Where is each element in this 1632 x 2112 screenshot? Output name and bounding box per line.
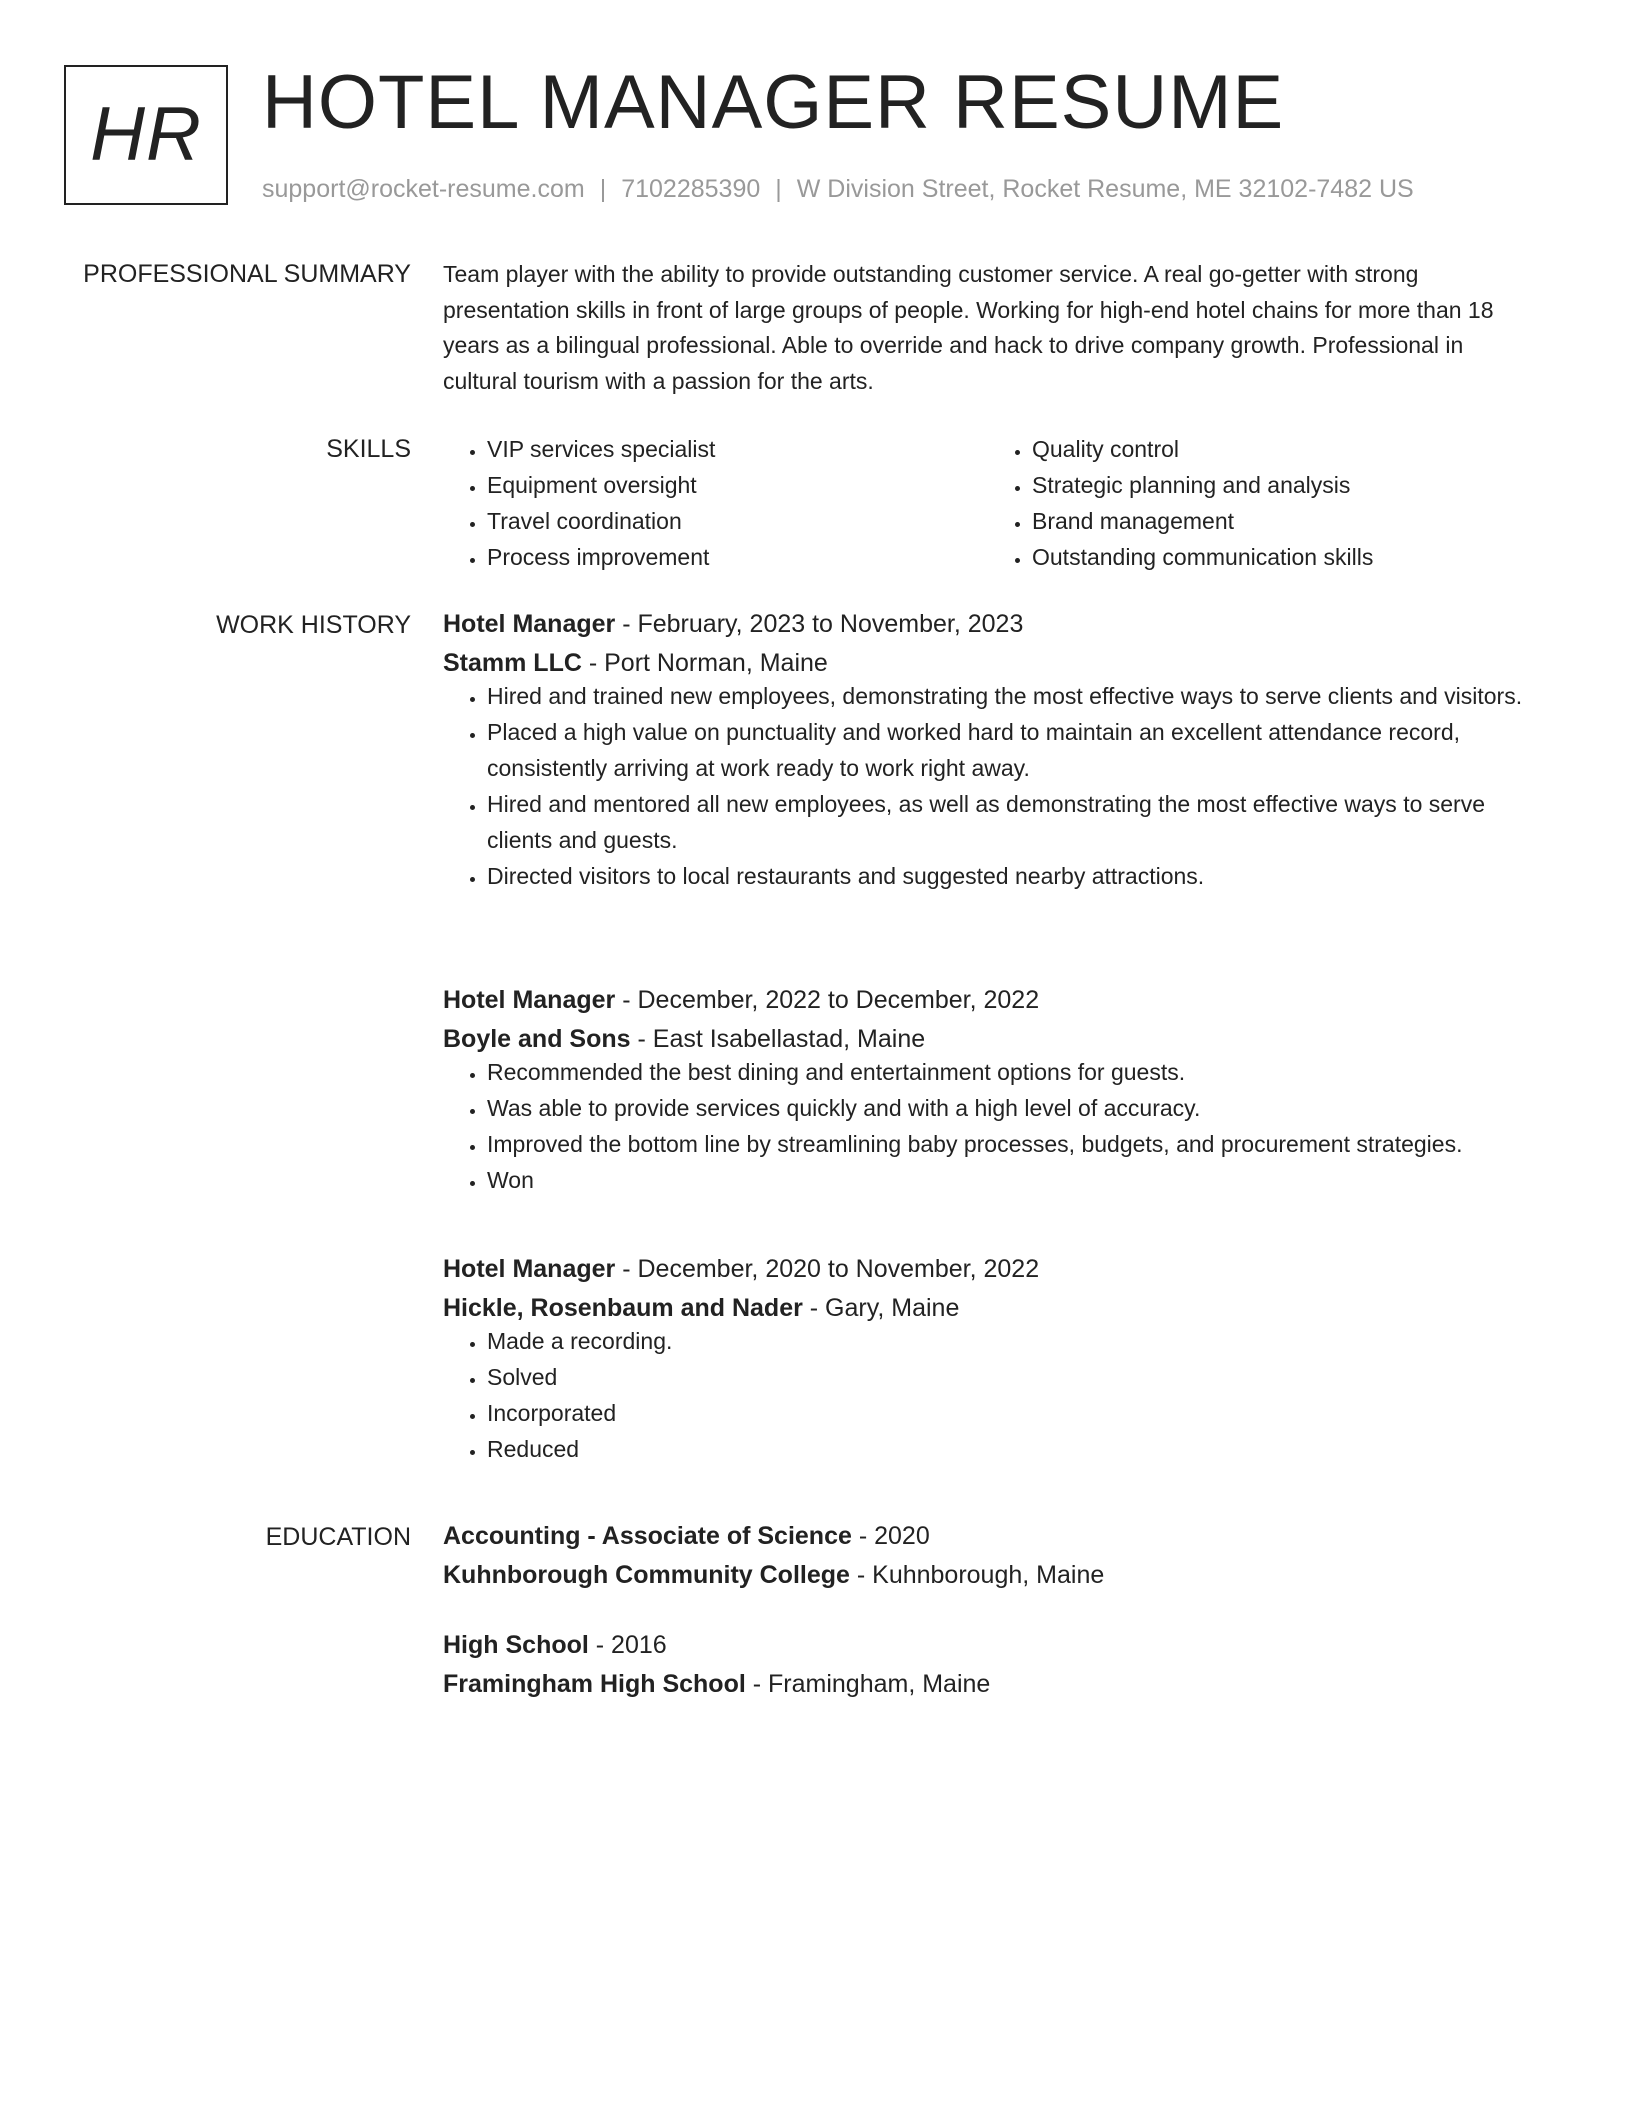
skills-column-left — [443, 431, 988, 575]
skill-item: • VIP services specialist — [487, 431, 988, 467]
job-company: Hickle, Rosenbaum and Nader — [443, 1294, 803, 1322]
resume-title: HOTEL MANAGER RESUME — [262, 60, 1285, 145]
skill-item: • Strategic planning and analysis — [1032, 467, 1543, 503]
job-bullet: • Solved — [487, 1359, 1543, 1395]
skill-item: • Brand management — [1032, 503, 1543, 539]
degree-line — [443, 1521, 1543, 1551]
contact-email: support@rocket-resume.com — [262, 175, 585, 203]
job-bullet: • Incorporated — [487, 1395, 1543, 1431]
job-dates: - December, 2022 to December, 2022 — [615, 986, 1040, 1014]
job-bullet: • Directed visitors to local restaurants and suggested nearby attractions. — [487, 858, 1543, 894]
job-company: Boyle and Sons — [443, 1025, 631, 1053]
job-bullet: • Reduced — [487, 1431, 1543, 1467]
job-company-line — [443, 648, 1543, 678]
skill-item: • Quality control — [1032, 431, 1543, 467]
graduation-year: - 2016 — [588, 1631, 667, 1659]
contact-separator: | — [775, 175, 782, 203]
job-location: - East Isabellastad, Maine — [630, 1025, 926, 1053]
job-entry — [443, 985, 1543, 1198]
school-line — [443, 1560, 1543, 1590]
degree-line — [443, 1630, 1543, 1660]
skill-item: • Equipment oversight — [487, 467, 988, 503]
job-bullet: • Recommended the best dining and entertainment options for guests. — [487, 1054, 1543, 1090]
job-dates: - February, 2023 to November, 2023 — [615, 610, 1024, 638]
summary-text: Team player with the ability to provide outstanding customer service. A real go-getter with strong presentation skills in front of large groups of people. Working for high-end hotel chains for more than 18 years as a bilingual professional. Able to override and hack to drive company growth. Professional in cultural tourism with a passion for the arts. — [443, 261, 1494, 394]
job-title-line — [443, 609, 1543, 639]
job-entry — [443, 1254, 1543, 1467]
job-bullet: • Was able to provide services quickly and with a high level of accuracy. — [487, 1090, 1543, 1126]
graduation-year: - 2020 — [851, 1522, 930, 1550]
section-label-work-history: WORK HISTORY — [216, 611, 411, 639]
job-bullets — [443, 1054, 1543, 1198]
skill-item: • Outstanding communication skills — [1032, 539, 1543, 575]
degree: Accounting - Associate of Science — [443, 1522, 852, 1550]
job-location: - Port Norman, Maine — [581, 649, 828, 677]
skill-item: • Travel coordination — [487, 503, 988, 539]
job-title: Hotel Manager — [443, 1255, 616, 1283]
section-label-education: EDUCATION — [265, 1523, 411, 1551]
contact-line — [262, 174, 1414, 204]
job-dates: - December, 2020 to November, 2022 — [615, 1255, 1040, 1283]
contact-phone: 7102285390 — [621, 175, 761, 203]
contact-address: W Division Street, Rocket Resume, ME 32102-7482 US — [796, 175, 1414, 203]
job-location: - Gary, Maine — [802, 1294, 960, 1322]
school-name: Kuhnborough Community College — [443, 1561, 850, 1589]
contact-separator: | — [599, 175, 607, 203]
job-company-line — [443, 1293, 1543, 1323]
job-bullets — [443, 678, 1543, 894]
job-title: Hotel Manager — [443, 986, 616, 1014]
degree: High School — [443, 1631, 589, 1659]
section-label-skills: SKILLS — [326, 435, 411, 463]
school-line — [443, 1669, 1543, 1699]
school-location: - Kuhnborough, Maine — [849, 1561, 1105, 1589]
skills-list-left — [443, 431, 988, 575]
job-bullet: • Hired and trained new employees, demonstrating the most effective ways to serve clients and visitors. — [487, 678, 1543, 714]
job-bullet: • Placed a high value on punctuality and worked hard to maintain an excellent attendance record, consistently arriving at work ready to work right away. — [487, 714, 1543, 786]
skills-section — [443, 431, 1543, 581]
job-company: Stamm LLC — [443, 649, 582, 677]
school-name: Framingham High School — [443, 1670, 746, 1698]
school-location: - Framingham, Maine — [745, 1670, 991, 1698]
job-title-line — [443, 1254, 1543, 1284]
section-label-summary: PROFESSIONAL SUMMARY — [83, 260, 411, 288]
job-bullet: • Won — [487, 1162, 1543, 1198]
education-entry — [443, 1630, 1543, 1699]
job-company-line — [443, 1024, 1543, 1054]
job-title: Hotel Manager — [443, 610, 616, 638]
education-entry — [443, 1521, 1543, 1590]
skill-item: • Process improvement — [487, 539, 988, 575]
monogram-box — [64, 65, 228, 205]
job-bullet: • Improved the bottom line by streamlining baby processes, budgets, and procurement strategies. — [487, 1126, 1543, 1162]
skills-list-right — [988, 431, 1543, 575]
job-entry — [443, 609, 1543, 894]
job-bullets — [443, 1323, 1543, 1467]
job-bullet: • Hired and mentored all new employees, as well as demonstrating the most effective ways to serve clients and guests. — [487, 786, 1543, 858]
job-bullet: • Made a recording. — [487, 1323, 1543, 1359]
skills-column-right — [988, 431, 1543, 575]
job-title-line — [443, 985, 1543, 1015]
summary-section — [443, 257, 1543, 399]
monogram-initials: HR — [90, 92, 202, 177]
